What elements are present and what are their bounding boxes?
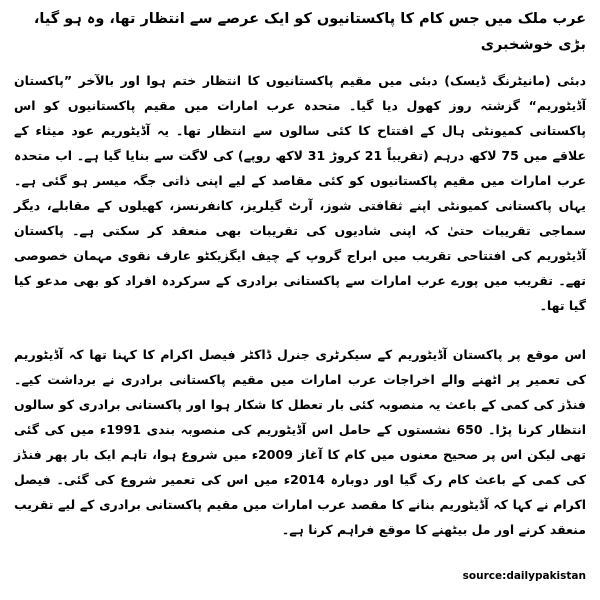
article: [14, 6, 586, 600]
article-paragraph: اس موقع پر پاکستان آڈیٹوریم کے سیکرٹری جنرل ڈاکٹر فیصل اکرام کا کہنا تھا کہ آڈیٹوریم کی تعمیر پر اٹھنے والے اخراجات عرب امارات میں مقیم پاکستانی برادری نے برداشت کیے۔ فنڈز کی کمی کے باعث یہ منصوبہ کئی بار تعطل کا شکار ہوا اور پاکستانی برادری کو سالوں انتظار کرنا پڑا۔ 650 نشستوں کے حامل اس آڈیٹوریم کی منصوبہ بندی 1991ء میں کی گئی تھی لیکن اس پر صحیح معنوں میں کام کا آغاز 2009ء میں شروع ہوا، تاہم ایک بار پھر فنڈز کی کمی کے باعث کام رک گیا اور دوبارہ 2014ء میں اس کی تعمیر شروع کی گئی۔ فیصل اکرام نے کہا کہ آڈیٹوریم بنانے کا مقصد عرب امارات میں مقیم پاکستانی برادری کے لیے تقریب منعقد کرنے اور مل بیٹھنے کا موقع فراہم کرنا ہے۔: [14, 347, 586, 537]
article-paragraph: دبئی (مانیٹرنگ ڈیسک) دبئی میں مقیم پاکستانیوں کا انتظار ختم ہوا اور بالآخر ”پاکستان آڈیٹوریم“ گزشتہ روز کھول دیا گیا۔ متحدہ عرب امارات میں مقیم پاکستانیوں کو اس پاکستانی کمیونٹی ہال کے افتتاح کا کئی سالوں سے انتظار تھا۔ یہ آڈیٹوریم عود میثاء کے علاقے میں 75 لاکھ درہم (تقریباً 21 کروڑ 31 لاکھ روپے) کی لاگت سے بنایا گیا ہے۔ اب متحدہ عرب امارات میں مقیم پاکستانیوں کو کئی مقاصد کے لیے اپنی ذاتی جگہ میسر ہو گئی ہے۔ یہاں پاکستانی کمیونٹی اپنے ثقافتی شوز، آرٹ گیلریز، کانفرنسز، کھیلوں کے مقابلے، دیگر سماجی تقریبات حتیٰ کہ اپنی شادیوں کی تقریبات بھی منعقد کر سکتی ہے۔ پاکستان آڈیٹوریم کی افتتاحی تقریب میں ابراج گروپ کے چیف ایگزیکٹو عارف نقوی مہمان خصوصی تھے۔ تقریب میں پورے عرب امارات سے پاکستانی برادری کے سرکردہ افراد کو بھی مدعو کیا گیا تھا۔: [14, 73, 587, 313]
headline: عرب ملک میں جس کام کا پاکستانیوں کو ایک عرصے سے انتظار تھا، وہ ہو گیا، بڑی خوشخبری: [33, 11, 586, 53]
source-credit: source:dailypakistan: [462, 570, 586, 582]
